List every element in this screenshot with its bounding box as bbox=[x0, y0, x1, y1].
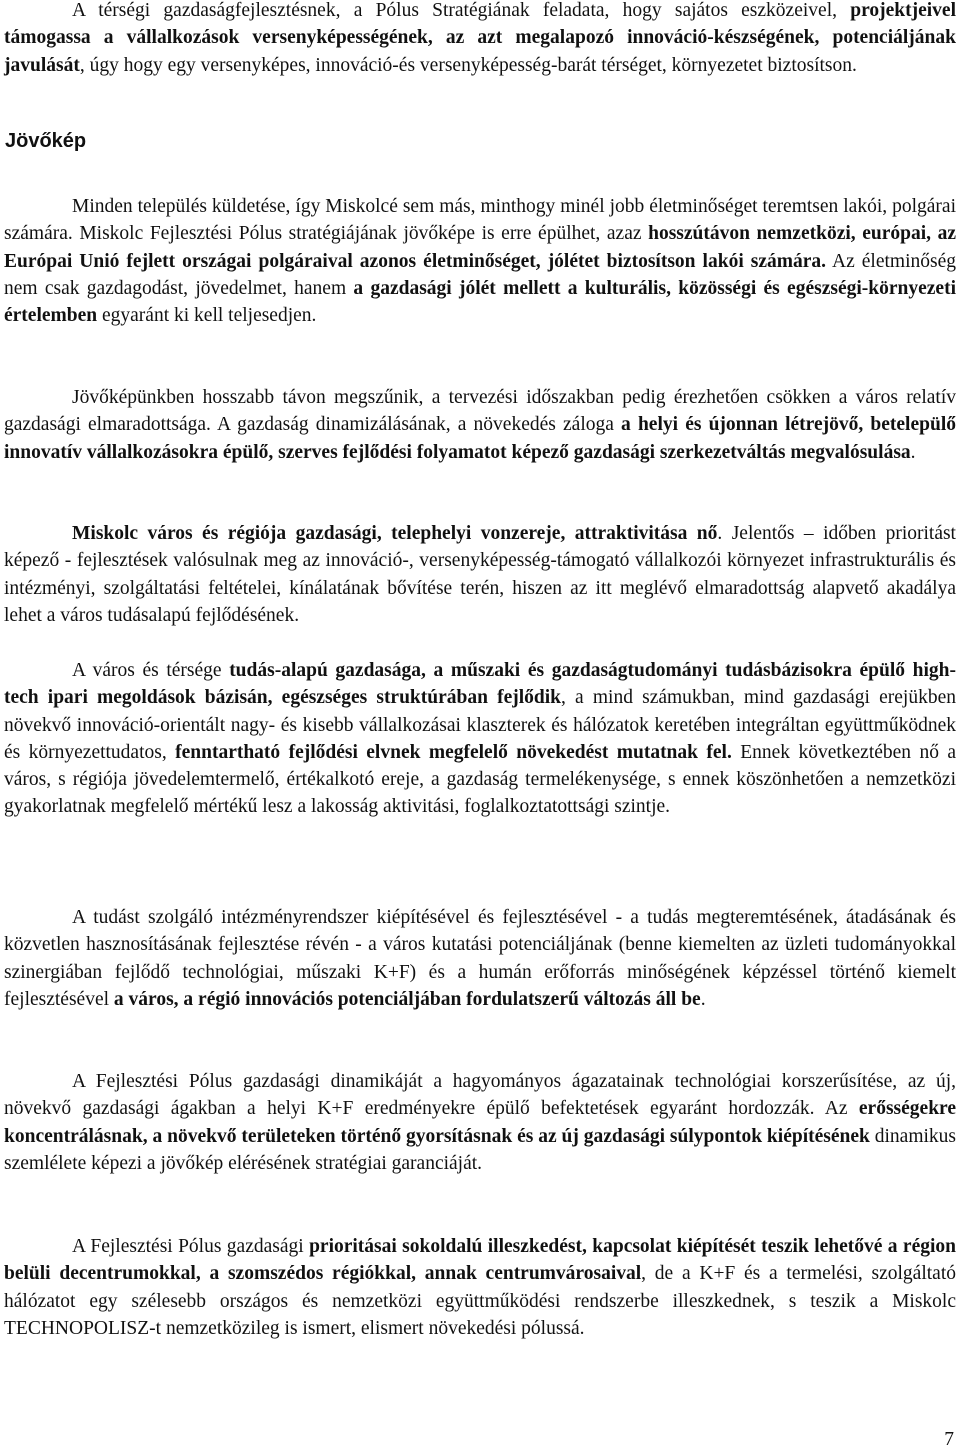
body-text: A Fejlesztési Pólus gazdasági bbox=[72, 1236, 310, 1257]
page-number: 7 bbox=[944, 1429, 954, 1450]
emphasis-text: a helyi és újonnan létrejövő, betelepülő innovatív vállalkozásokra épülő, szerves fejlődési folyamatot képező gazdasági szerkezetváltás megvalósulása bbox=[4, 414, 956, 463]
section-heading: Jövőkép bbox=[5, 130, 87, 152]
emphasis-text: prioritásai sokoldalú illeszkedést, kapcsolat kiépítését teszik lehetővé a région belüli decentrumokkal, a szomszédos régiókkal, annak centrumvárosaival bbox=[4, 1236, 956, 1285]
paragraph-attractiveness bbox=[4, 520, 956, 629]
body-text: A Fejlesztési Pólus gazdasági dinamikáját a hagyományos ágazatainak technológiai korszerűsítése, az új, növekvő gazdasági ágakban a helyi K+F eredményekre épülő befektetések egyaránt hordozzák. Az bbox=[4, 1071, 956, 1120]
paragraph-dynamics bbox=[4, 1068, 956, 1177]
body-text: . Jelentős – időben prioritást képező - fejlesztések valósulnak meg az innováció-, versenyképesség-támogató vállalkozói környezet infrastrukturális és intézményi, szolgáltatási feltételei, kínálatának bővítése terén, hiszen az itt meglévő elmaradottság alapvető akadálya lehet a város tudásalapú fejlődésének. bbox=[4, 523, 956, 626]
body-text: Ennek következtében nő a város, s régiója jövedelemtermelő, értékalkotó ereje, a gazdaság termelékenysége, s ennek köszönhetően a nemzetközi gyakorlatnak megfelelő mértékű lesz a lakosság aktivitási, foglalkoztatottsági szintje. bbox=[4, 741, 956, 818]
body-text: Minden település küldetése, így Miskolcé sem más, minthogy minél jobb életminőséget teremtsen lakói, polgárai számára. Miskolc Fejlesztési Pólus stratégiájának jövőképe is erre épülhet, azaz bbox=[4, 196, 956, 245]
paragraph-future bbox=[4, 384, 956, 466]
body-text: A tudást szolgáló intézményrendszer kiépítésével és fejlesztésével - a tudás megteremtésének, átadásának és közvetlen hasznosításának fejlesztése révén - a város kutatási potenciáljának (benne kiemelten az üzleti tudományokkal szinergiában fejlődő technológiai, műszaki K+F) és a humán erőforrás minőségének képzéssel történő kiemelt fejlesztésével bbox=[4, 907, 956, 1010]
body-text: A térségi gazdaságfejlesztésnek, a Pólus Stratégiának feladata, hogy sajátos eszközeivel, bbox=[72, 0, 851, 21]
body-text: . bbox=[700, 988, 706, 1010]
body-text: . bbox=[910, 441, 916, 463]
paragraph-institutions bbox=[4, 904, 956, 1013]
paragraph-priorities bbox=[4, 1233, 956, 1342]
body-text: , de a K+F és a termelési, szolgáltató hálózatot egy szélesebb országos és nemzetközi együttműködési rendszerbe illeszkednek, s teszik a Miskolc TECHNOPOLISZ-t nemzetközileg is ismert, elismert növekedési pólussá. bbox=[4, 1263, 956, 1339]
emphasis-text: tudás-alapú gazdasága, a műszaki és gazdaságtudományi tudásbázisokra épülő high-tech ipari megoldások bázisán, egészséges struktúrában fejlődik bbox=[4, 660, 956, 709]
body-text: egyaránt ki kell teljesedjen. bbox=[97, 305, 317, 327]
body-text: Jövőképünkben hosszabb távon megszűnik, a tervezési időszakban pedig érezhetően csökken a város relatív gazdasági elmaradottsága. A gazdaság dinamizálásának, a növekedés záloga bbox=[4, 387, 956, 436]
emphasis-text: a város, a régió innovációs potenciáljában fordulatszerű változás áll be bbox=[113, 988, 701, 1010]
emphasis-text: a gazdasági jólét mellett a kulturális, közösségi és egészségi-környezeti értelemben bbox=[4, 277, 956, 327]
body-text: , úgy hogy egy versenyképes, innováció-és versenyképesség-barát térséget, környezetet biztosítson. bbox=[79, 54, 857, 76]
emphasis-text: projektjeivel támogassa a vállalkozások versenyképességének, az azt megalapozó innováció-készségének, potenciáljának javulását bbox=[4, 0, 956, 76]
emphasis-text: Miskolc város és régiója gazdasági, telephelyi vonzereje, attraktivitása nő bbox=[72, 523, 718, 544]
emphasis-text: fenntartható fejlődési elvnek megfelelő növekedést mutatnak fel. bbox=[175, 741, 732, 763]
emphasis-text: erősségekre koncentrálásnak, a növekvő területeken történő gyorsításnak és az új gazdasági súlypontok kiépítésének bbox=[4, 1098, 956, 1147]
body-text: , a mind számukban, mind gazdasági erejükben növekvő innováció-orientált nagy- és kisebb vállalkozásai klaszterek és hálózatok keretében integráltan együttműködnek és környezettudatos, bbox=[4, 687, 956, 763]
paragraph-intro bbox=[4, 0, 956, 79]
body-text: Az életminőség nem csak gazdagodást, jövedelmet, hanem bbox=[4, 250, 956, 299]
body-text: dinamikus szemlélete képezi a jövőkép elérésének stratégiai garanciáját. bbox=[4, 1125, 957, 1174]
paragraph-knowledge-economy bbox=[4, 657, 956, 821]
body-text: A város és térsége bbox=[72, 660, 230, 681]
emphasis-text: hosszútávon nemzetközi, európai, az Európai Unió fejlett országai polgáraival azonos életminőséget, jólétet biztosítson lakói számára. bbox=[4, 223, 957, 272]
paragraph-vision bbox=[4, 193, 956, 329]
